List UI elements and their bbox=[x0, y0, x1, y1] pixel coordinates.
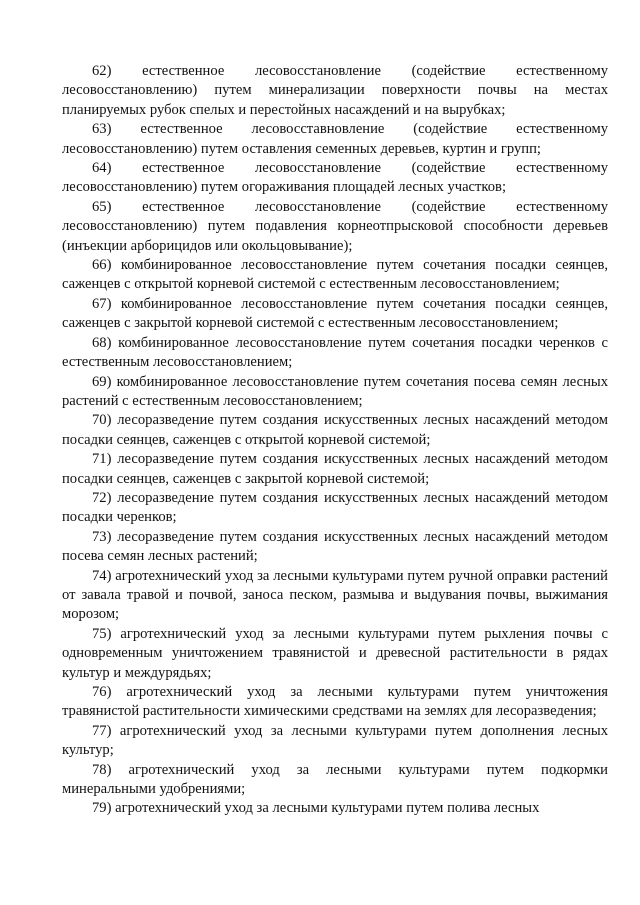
list-item-72: 72) лесоразведение путем создания искусственных лесных насаждений методом посадки черенков; bbox=[62, 489, 608, 526]
list-item-66: 66) комбинированное лесовосстановление путем сочетания посадки сеянцев, саженцев с открытой корневой системой с естественным лесовосстановлением; bbox=[62, 257, 608, 293]
list-item-71: 71) лесоразведение путем создания искусственных лесных насаждений методом посадки сеянцев, саженцев с закрытой корневой системой; bbox=[62, 451, 608, 487]
list-item-73: 73) лесоразведение путем создания искусственных лесных насаждений методом посева семян лесных растений; bbox=[62, 528, 608, 565]
list-item-67: 67) комбинированное лесовосстановление путем сочетания посадки сеянцев, саженцев с закрытой корневой системой с естественным лесовосстановлением; bbox=[62, 295, 608, 332]
list-item-64: 64) естественное лесовосстановление (содействие естественному лесовосстановлению) путем огораживания площадей лесных участков; bbox=[62, 160, 608, 196]
document-page bbox=[62, 62, 608, 819]
list-item-75: 75) агротехнический уход за лесными культурами путем рыхления почвы с одновременным уничтожением травянистой и древесной растительности в рядах культур и междурядьях; bbox=[62, 625, 608, 681]
list-item-62: 62) естественное лесовосстановление (содействие естественному лесовосстановлению) путем минерализации поверхности почвы на местах планируемых рубок спелых и перестойных насаждений и на вырубках; bbox=[62, 63, 608, 118]
list-item-79: 79) агротехнический уход за лесными культурами путем полива лесных bbox=[92, 800, 540, 817]
list-item-76: 76) агротехнический уход за лесными культурами путем уничтожения травянистой растительности химическими средствами на землях для лесоразведения; bbox=[62, 684, 608, 720]
list-item-65: 65) естественное лесовосстановление (содействие естественному лесовосстановлению) путем подавления корнеотпрысковой способности деревьев (инъекции арборицидов или окольцовывание); bbox=[62, 198, 608, 254]
list-item-69: 69) комбинированное лесовосстановление путем сочетания посева семян лесных растений с естественным лесовосстановлением; bbox=[62, 373, 608, 409]
list-item-74: 74) агротехнический уход за лесными культурами путем ручной оправки растений от завала травой и почвой, заноса песком, размыва и выдувания почвы, выжимания морозом; bbox=[62, 567, 608, 623]
list-item-63: 63) естественное лесовосставновление (содействие естественному лесовосстановлению) путем оставления семенных деревьев, куртин и групп; bbox=[62, 121, 608, 157]
list-item-77: 77) агротехнический уход за лесными культурами путем дополнения лесных культур; bbox=[62, 722, 608, 759]
list-item-68: 68) комбинированное лесовосстановление путем сочетания посадки черенков с естественным лесовосстановлением; bbox=[62, 334, 608, 371]
list-item-78: 78) агротехнический уход за лесными культурами путем подкормки минеральными удобрениями; bbox=[62, 761, 608, 798]
list-item-70: 70) лесоразведение путем создания искусственных лесных насаждений методом посадки сеянцев, саженцев с открытой корневой системой; bbox=[62, 412, 608, 448]
